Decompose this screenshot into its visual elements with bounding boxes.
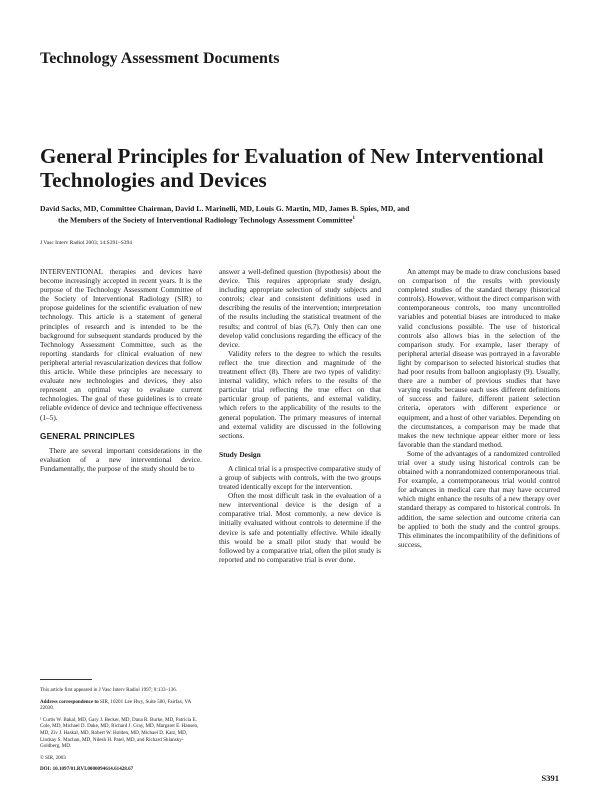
intro-paragraph: INTERVENTIONAL therapies and devices have become increasingly accepted in recent years. It is the purpose of the Technology Assessment Committee of the Society of Interventional Radiology (SIR) to propose guidelines for the scientific evaluation of new technology. This article is a statement of general principles of research and is intended to be the background for subsequent standards produced by the Technology Assessment Committee, such as the reporting standards for clinical evaluation of new peripheral arterial revascularization devices that follow this article. While these principles are necessary to evaluate new technologies and devices, they also represent an optimal way to evaluate current technologies. The goal of these guidelines is to create reliable evidence of device and technique effectiveness (1–5). [40,267,202,422]
author-footnote-marker: 1 [352,216,355,221]
body-paragraph: A clinical trial is a prospective comparative study of a group of subjects with controls, with the two groups treated identically except for the intervention. [219,463,381,492]
footnote-divider [40,679,92,680]
body-paragraph: Some of the advantages of a randomized controlled trial over a study using historical controls can be obtained with a nonrandomized contemporaneous trial. For example, a contemporaneous trial would control for advances in medical care that may have occurred which might enhance the results of a new therapy over standard therapy as compared to historical controls. In addition, the same selection and outcome criteria can be applied to both the study and the control groups. This eliminates the incompatibility of the definitions of success, [398,448,560,549]
correspondence-label: Address correspondence to [40,698,99,705]
author-line-2 [40,214,560,226]
committee-members-note: ¹ Curtis W. Bakal, MD, Gary J. Becker, MD, Dana R. Burke, MD, Patricia E. Cole, MD, Michael D. Dake, MD, Richard J. Gray, MD, Margaret E. Hansen, MD, Ziv J. Haskal, MD, Robert W. Holden, MD, Michael D. Katz, MD, Lindsay S. Machan, MD, Nilesh H. Patel, MD, and Richard Shlansky-Goldberg, MD. [40,716,199,750]
body-paragraph: There are several important considerations in the evaluation of a new interventional device. Fundamentally, the purpose of the study should be to [40,445,202,473]
doi-note: DOI: 10.1097/01.RVI.0000094614.61428.67 [40,766,134,773]
author-line-2-text: the Members of the Society of Interventional Radiology Technology Assessment Committee [58,215,353,225]
journal-citation: J Vasc Interv Radiol 2003; 14:S391–S394 [40,240,133,246]
author-list [40,204,560,226]
text-column-1 [40,267,202,473]
correspondence-note [40,699,202,712]
body-paragraph: answer a well-defined question (hypothesis) about the device. This requires appropriate study design, including appropriate selection of study subjects and controls; clear and consistent definitions used in describing the results of the intervention; interpretation of the results including the statistical treatment of the results; and control of bias (6,7). Only then can one develop valid conclusions regarding the efficacy of the device. [219,267,381,349]
copyright-note: © SIR, 2003 [40,754,66,761]
body-paragraph: Often the most difficult task in the evaluation of a new interventional device is the design of a comparative trial. Most commonly, a new device is initially evaluated without controls to determine if the device is safe and potentially effective. While ideally this would be a small pilot study that would be followed by a comparative trial, often the pilot study is reported and no comparative trial is ever done. [219,491,381,564]
text-column-3 [398,267,560,549]
page-number: S391 [541,773,559,783]
text-column-2 [219,267,381,564]
author-line-1: David Sacks, MD, Committee Chairman, David L. Marinelli, MD, Louis G. Martin, MD, James B. Spies, MD, and [40,204,410,213]
body-paragraph: Validity refers to the degree to which the results reflect the true direction and magnitude of the treatment effect (8). There are two types of validity: internal validity, which refers to the results of the particular trial reflecting the true effect on that particular group of patients, and external validity, which refers to the applicability of the results to the general population. The primary measures of internal and external validity are discussed in the following sections. [219,348,381,440]
first-appeared-note: This article first appeared in J Vasc Interv Radiol 1997; 8:133–136. [40,687,177,693]
subsection-heading-study-design: Study Design [219,449,261,459]
section-heading-general-principles: GENERAL PRINCIPLES [40,431,135,441]
footnotes [40,687,202,778]
article-title: General Principles for Evaluation of New Interventional Technologies and Devices [40,144,544,192]
body-paragraph: An attempt may be made to draw conclusions based on comparison of the results with previously completed studies of the standard therapy (historical controls). However, without the direct comparison with contemporaneous controls, too many uncontrolled variables and potential biases are introduced to make valid conclusions possible. The use of historical controls also allows bias in the selection of the comparison study. For example, laser therapy of peripheral arterial disease was portrayed in a favorable light by comparison to selected historical studies that had poor results from balloon angioplasty (9). Usually, there are a number of previous studies that have varying results because each uses different definitions of success and failure, different patient selection criteria, operators with different experience or equipment, and a host of other variables. Depending on the circumstances, a comparison may be made that makes the new technique appear either more or less favorable than the standard method. [398,267,560,449]
section-banner: Technology Assessment Documents [40,50,280,67]
correspondence-address: SIR, 10201 Lee Hwy, Suite 500, Fairfax, VA 22030. [40,698,191,712]
